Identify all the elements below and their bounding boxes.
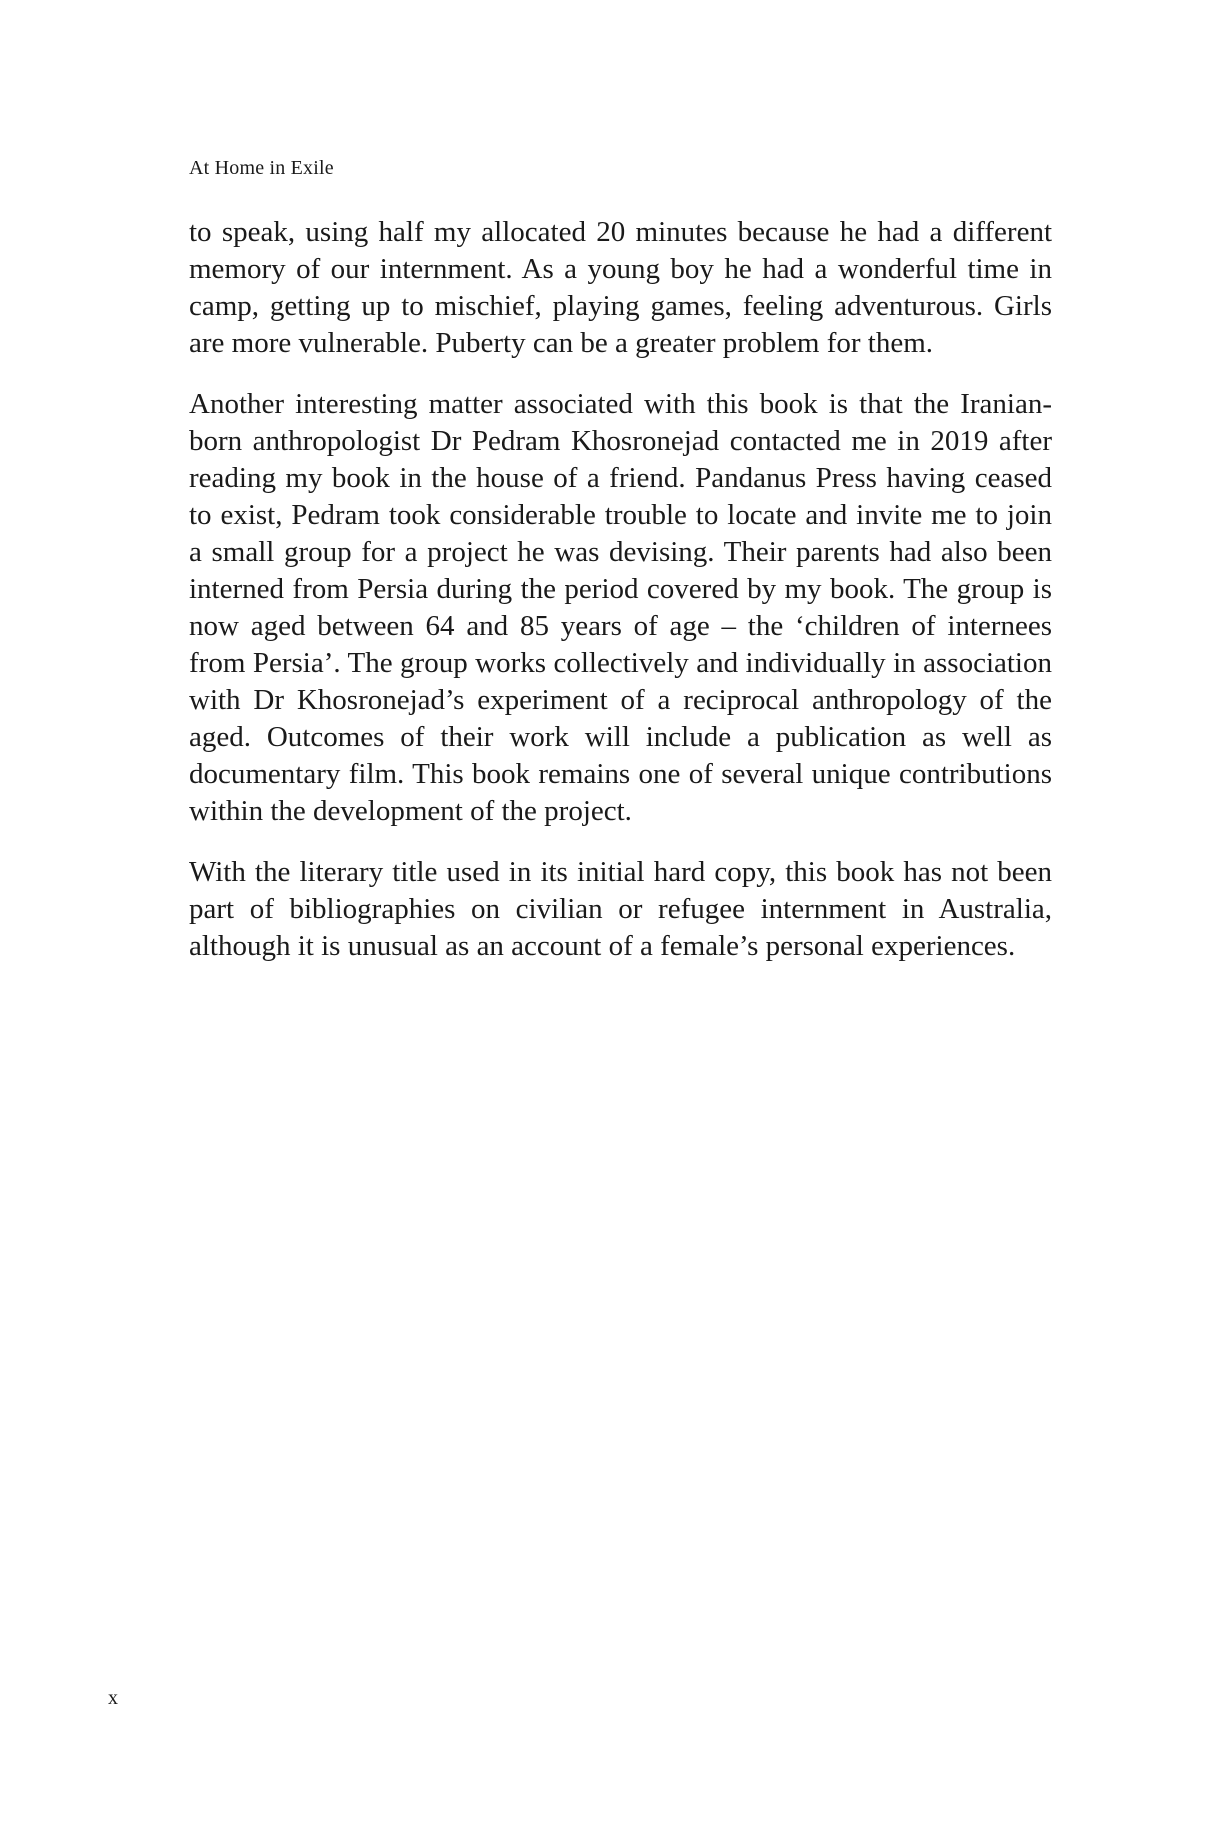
paragraph: With the literary title used in its initial hard copy, this book has not been part of bibliographies on civilian or refugee internment in Australia, although it is unusual as an account of a female’s personal experiences. (189, 856, 1052, 962)
body-text (189, 214, 1052, 965)
page-number: x (108, 1687, 118, 1709)
running-head: At Home in Exile (189, 157, 334, 179)
paragraph: Another interesting matter associated with this book is that the Iranian-born anthropologist Dr Pedram Khosronejad contacted me in 2019 after reading my book in the house of a friend. Pandanus Press having ceased to exist, Pedram took considerable trouble to locate and invite me to join a small group for a project he was devising. Their parents had also been interned from Persia during the period covered by my book. The group is now aged between 64 and 85 years of age – the ‘children of internees from Persia’. The group works collectively and individually in association with Dr Khosronejad’s experiment of a reciprocal anthropology of the aged. Outcomes of their work will include a publication as well as documentary film. This book remains one of several unique contributions within the development of the project. (189, 388, 1052, 827)
paragraph: to speak, using half my allocated 20 minutes because he had a different memory of our internment. As a young boy he had a wonderful time in camp, getting up to mischief, playing games, feeling adventurous. Girls are more vulnerable. Puberty can be a greater problem for them. (189, 216, 1052, 359)
